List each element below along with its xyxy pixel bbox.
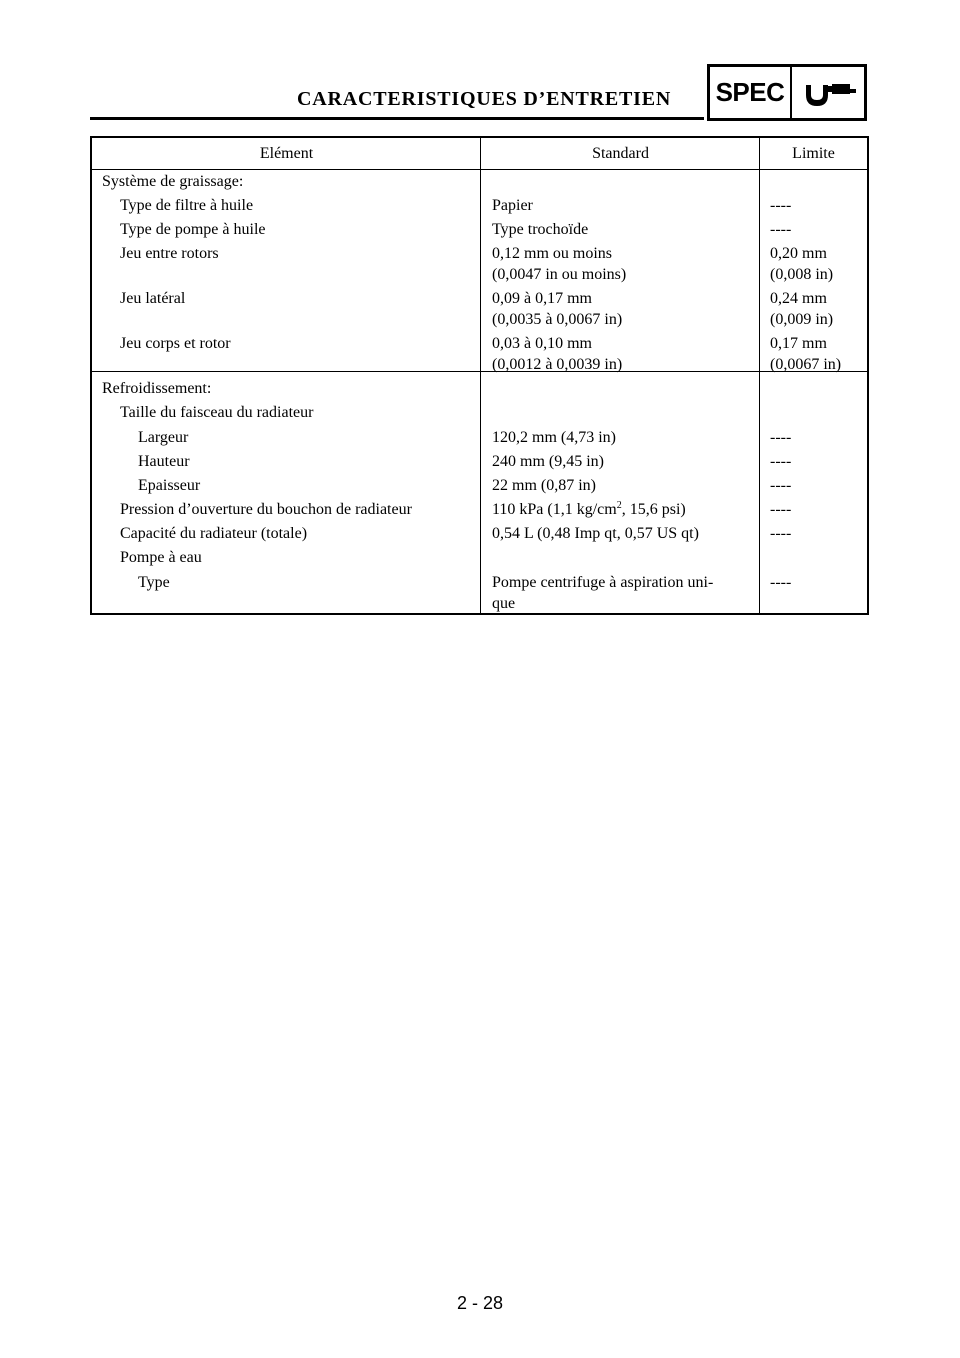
row-item: Pompe à eau xyxy=(120,549,202,566)
row-item: Type de filtre à huile xyxy=(120,197,254,214)
row-item: Jeu corps et rotor xyxy=(120,335,231,352)
pressure-value-rest: , 15,6 psi) xyxy=(621,501,686,518)
section-divider xyxy=(92,371,867,372)
page-title: CARACTERISTIQUES D’ENTRETIEN xyxy=(297,88,672,110)
row-standard: 0,03 à 0,10 mm xyxy=(492,335,592,352)
row-limit-imperial: (0,009 in) xyxy=(770,311,834,328)
row-limit: 0,17 mm xyxy=(770,335,827,352)
row-limit: ---- xyxy=(770,429,792,446)
row-standard: 0,09 à 0,17 mm xyxy=(492,290,592,307)
row-item: Taille du faisceau du radiateur xyxy=(120,404,314,421)
row-limit: ---- xyxy=(770,197,792,214)
row-standard: Type trochoïde xyxy=(492,221,589,238)
column-divider xyxy=(759,138,760,613)
row-limit: ---- xyxy=(770,453,792,470)
pressure-value: 110 kPa (1,1 kg/cm xyxy=(492,501,617,518)
row-limit: ---- xyxy=(770,221,792,238)
spec-badge-label: SPEC xyxy=(710,67,792,118)
row-item: Jeu latéral xyxy=(120,290,186,307)
row-item: Pression d’ouverture du bouchon de radiateur xyxy=(120,501,412,518)
column-header-standard: Standard xyxy=(481,138,760,170)
row-standard-imperial: (0,0047 in ou moins) xyxy=(492,266,627,283)
column-divider xyxy=(480,138,481,613)
row-limit: 0,24 mm xyxy=(770,290,827,307)
column-header-element: Elément xyxy=(92,138,481,170)
row-standard: 0,12 mm ou moins xyxy=(492,245,613,262)
row-item: Jeu entre rotors xyxy=(120,245,219,262)
row-standard: Papier xyxy=(492,197,533,214)
row-standard: 120,2 mm (4,73 in) xyxy=(492,429,616,446)
row-standard xyxy=(492,499,686,520)
row-limit-imperial: (0,0067 in) xyxy=(770,356,842,373)
header-rule xyxy=(90,117,704,120)
row-standard: 22 mm (0,87 in) xyxy=(492,477,596,494)
row-standard: 0,54 L (0,48 Imp qt, 0,57 US qt) xyxy=(492,525,699,542)
row-limit-imperial: (0,008 in) xyxy=(770,266,834,283)
row-limit: ---- xyxy=(770,477,792,494)
row-item: Type de pompe à huile xyxy=(120,221,266,238)
row-standard: Pompe centrifuge à aspiration uni- xyxy=(492,574,714,591)
row-limit: ---- xyxy=(770,574,792,591)
superscript-2: 2 xyxy=(616,500,622,511)
row-limit: ---- xyxy=(770,525,792,542)
row-standard-imperial: (0,0035 à 0,0067 in) xyxy=(492,311,623,328)
row-standard-imperial: (0,0012 à 0,0039 in) xyxy=(492,356,623,373)
row-standard-cont: que xyxy=(492,595,516,612)
row-item: Hauteur xyxy=(138,453,190,470)
row-item: Capacité du radiateur (totale) xyxy=(120,525,308,542)
page-number: 2 - 28 xyxy=(456,1293,504,1313)
row-limit: 0,20 mm xyxy=(770,245,827,262)
column-header-limit: Limite xyxy=(760,138,867,170)
spec-table xyxy=(90,136,869,615)
spec-badge xyxy=(707,64,867,121)
row-item: Epaisseur xyxy=(138,477,201,494)
row-item: Type xyxy=(138,574,170,591)
row-limit: ---- xyxy=(770,501,792,518)
wrench-icon xyxy=(792,67,864,118)
section-heading-cooling: Refroidissement: xyxy=(102,380,212,397)
row-standard: 240 mm (9,45 in) xyxy=(492,453,604,470)
section-heading-lubrication: Système de graissage: xyxy=(102,173,244,190)
row-item: Largeur xyxy=(138,429,189,446)
